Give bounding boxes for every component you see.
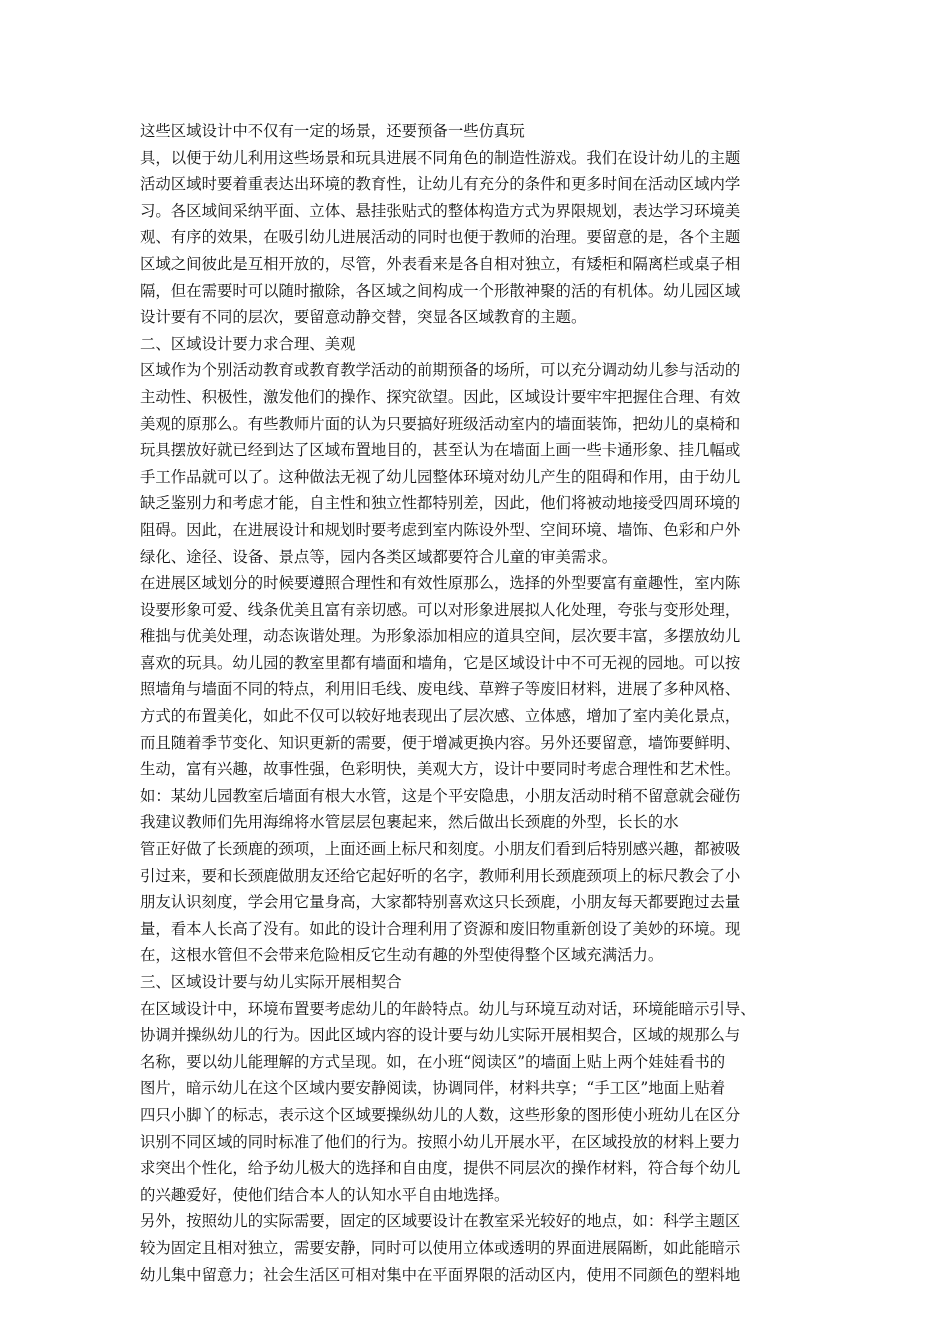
text-line: 绿化、途径、设备、景点等，园内各类区域都要符合儿童的审美需求。 — [140, 547, 618, 566]
text-line: 照墙角与墙面不同的特点，利用旧毛线、废电线、草辫子等废旧材料，进展了多种风格、 — [140, 680, 741, 699]
text-line: 如：某幼儿园教室后墙面有根大水管，这是个平安隐患，小朋友活动时稍不留意就会碰伤 — [140, 786, 741, 805]
text-line: 手工作品就可以了。这种做法无视了幼儿园整体环境对幼儿产生的阻碍和作用，由于幼儿 — [140, 467, 741, 486]
text-line: 生动，富有兴趣，故事性强，色彩明快，美观大方，设计中要同时考虑合理性和艺术性。 — [140, 760, 741, 779]
text-line: 设要形象可爱、线条优美且富有亲切感。可以对形象进展拟人化处理，夸张与变形处理， — [140, 600, 741, 619]
text-line: 设计要有不同的层次，要留意动静交替，突显各区域教育的主题。 — [140, 308, 587, 327]
text-line: 朋友认识刻度，学会用它量身高，大家都特别喜欢这只长颈鹿，小朋友每天都要跑过去量 — [140, 893, 741, 912]
text-line: 的兴趣爱好，使他们结合本人的认知水平自由地选择。 — [140, 1185, 510, 1204]
text-line: 引过来，要和长颈鹿做朋友还给它起好听的名字，教师利用长颈鹿颈项上的标尺教会了小 — [140, 866, 741, 885]
text-line: 协调并操纵幼儿的行为。因此区域内容的设计要与幼儿实际开展相契合，区域的规那么与 — [140, 1026, 741, 1045]
text-line: 阻碍。因此，在进展设计和规划时要考虑到室内陈设外型、空间环境、墙饰、色彩和户外 — [140, 520, 741, 539]
text-line: 我建议教师们先用海绵将水管层层包裹起来，然后做出长颈鹿的外型，长长的水 — [140, 813, 679, 832]
text-line: 区域作为个别活动教育或教育教学活动的前期预备的场所，可以充分调动幼儿参与活动的 — [140, 361, 741, 380]
text-line: 识别不同区域的同时标准了他们的行为。按照小幼儿开展水平，在区域投放的材料上要力 — [140, 1132, 741, 1151]
text-line: 三、区域设计要与幼儿实际开展相契合 — [140, 973, 402, 991]
text-line: 具，以便于幼儿利用这些场景和玩具进展不同角色的制造性游戏。我们在设计幼儿的主题 — [140, 148, 741, 167]
text-line: 区域之间彼此是互相开放的，尽管，外表看来是各自相对独立，有矮柜和隔离栏或桌子相 — [140, 254, 741, 273]
text-line: 主动性、积极性，激发他们的操作、探究欲望。因此，区域设计要牢牢把握住合理、有效 — [140, 387, 741, 406]
text-line: 喜欢的玩具。幼儿园的教室里都有墙面和墙角，它是区域设计中不可无视的园地。可以按 — [140, 653, 741, 672]
text-line: 方式的布置美化，如此不仅可以较好地表现出了层次感、立体感，增加了室内美化景点， — [140, 707, 741, 726]
text-line: 而且随着季节变化、知识更新的需要，便于增减更换内容。另外还要留意，墙饰要鲜明、 — [140, 733, 741, 752]
text-line: 在进展区域划分的时候要遵照合理性和有效性原那么，选择的外型要富有童趣性，室内陈 — [140, 574, 741, 593]
text-line: 管正好做了长颈鹿的颈项，上面还画上标尺和刻度。小朋友们看到后特别感兴趣，都被吸 — [140, 840, 741, 859]
text-line: 图片，暗示幼儿在这个区域内要安静阅读，协调同伴，材料共享；“手工区”地面上贴着 — [140, 1079, 726, 1098]
text-line: 求突出个性化，给予幼儿极大的选择和自由度，提供不同层次的操作材料，符合每个幼儿 — [140, 1159, 741, 1178]
text-line: 美观的原那么。有些教师片面的认为只要搞好班级活动室内的墙面装饰，把幼儿的桌椅和 — [140, 414, 741, 433]
text-line: 这些区域设计中不仅有一定的场景，还要预备一些仿真玩 — [140, 122, 525, 140]
text-line: 二、区域设计要力求合理、美观 — [140, 334, 356, 353]
text-line: 稚拙与优美处理，动态诙谐处理。为形象添加相应的道具空间，层次要丰富，多摆放幼儿 — [140, 627, 741, 646]
text-line: 隔，但在需要时可以随时撤除，各区域之间构成一个形散神聚的活的有机体。幼儿园区域 — [140, 281, 741, 300]
text-line: 在，这根水管但不会带来危险相反它生动有趣的外型使得整个区域充满活力。 — [140, 946, 664, 965]
text-line: 四只小脚丫的标志，表示这个区域要操纵幼儿的人数，这些形象的图形使小班幼儿在区分 — [140, 1105, 741, 1124]
document-body — [140, 118, 820, 1288]
text-line: 另外，按照幼儿的实际需要，固定的区域要设计在教室采光较好的地点，如：科学主题区 — [140, 1212, 741, 1231]
text-line: 缺乏鉴别力和考虑才能，自主性和独立性都特别差，因此，他们将被动地接受四周环境的 — [140, 494, 741, 513]
text-line: 名称，要以幼儿能理解的方式呈现。如，在小班“阅读区”的墙面上贴上两个娃娃看书的 — [140, 1052, 726, 1071]
text-line: 量，看本人长高了没有。如此的设计合理利用了资源和废旧物重新创设了美妙的环境。现 — [140, 919, 741, 938]
text-line: 活动区域时要着重表达出环境的教育性，让幼儿有充分的条件和更多时间在活动区域内学 — [140, 175, 741, 194]
text-line: 观、有序的效果，在吸引幼儿进展活动的同时也便于教师的治理。要留意的是，各个主题 — [140, 228, 741, 247]
text-line: 习。各区域间采纳平面、立体、悬挂张贴式的整体构造方式为界限规划，表达学习环境美 — [140, 201, 741, 220]
text-line: 在区域设计中，环境布置要考虑幼儿的年龄特点。幼儿与环境互动对话，环境能暗示引导、 — [140, 999, 756, 1018]
text-line: 幼儿集中留意力；社会生活区可相对集中在平面界限的活动区内，使用不同颜色的塑料地 — [140, 1265, 741, 1284]
text-line: 玩具摆放好就已经到达了区域布置地目的，甚至认为在墙面上画一些卡通形象、挂几幅或 — [140, 441, 741, 460]
text-line: 较为固定且相对独立，需要安静，同时可以使用立体或透明的界面进展隔断，如此能暗示 — [140, 1238, 741, 1257]
